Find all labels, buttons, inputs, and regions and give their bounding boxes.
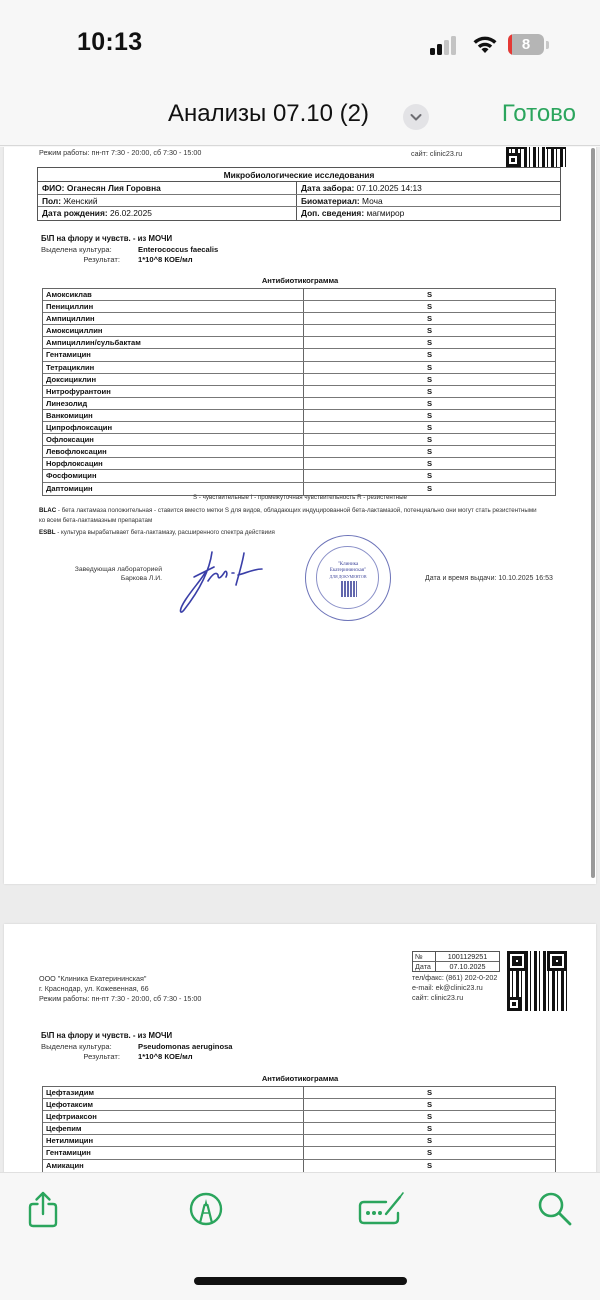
test-title: Б\П на флору и чувств. - из МОЧИ [41,1031,173,1040]
signature-image [172,547,267,617]
search-icon [535,1189,575,1229]
sensitivity-result: S [426,314,433,324]
blac-key: BLAC [39,507,57,514]
antibiotic-name: Амоксиклав [43,289,304,300]
antibiotic-name: Ампициллин [43,313,304,324]
sensitivity-result: S [426,459,433,469]
signature-icon [356,1189,408,1229]
label: Дата рождения: [42,208,108,218]
patient-info-table [37,167,561,221]
sensitivity-result: S [426,471,433,481]
table-row [43,1123,555,1135]
esbl-note [39,528,539,538]
sensitivity-result: S [426,1124,433,1134]
doc-date: 07.10.2025 [449,961,486,971]
issue-date: Дата и время выдачи: 10.10.2025 16:53 [425,575,553,582]
document-number-table [412,951,500,972]
antibiotic-name: Тетрациклин [43,362,304,373]
qr-code [506,147,566,167]
document-viewport[interactable] [0,147,600,1172]
doc-number: 1001129251 [447,952,488,961]
patient-sex: Женский [63,195,98,206]
test-title: Б\П на флору и чувств. - из МОЧИ [41,234,173,243]
qr-code [507,951,567,1011]
antibiogram-table [42,288,556,496]
clinic-name: ООО "Клиника Екатерининская" [39,974,147,983]
antibiogram-title: Антибиотикограмма [261,276,339,285]
test-block [41,1031,233,1063]
culture-label: Выделена культура: [41,244,112,254]
battery-icon [508,34,544,55]
clinic-site: сайт: clinic23.ru [412,993,464,1002]
clinic-contacts [412,973,497,1003]
antibiotic-name: Цефепим [43,1123,304,1134]
antibiotic-name: Цефтазидим [43,1087,304,1098]
doc-number-label: № [413,952,436,961]
blac-text: - бета лактамаза положительная - ставится вместо метки S для видов, обладающих индуцированной бета-лактамазой, потенциально они могут стать резистентными ко всем бета-лактамазным препаратам [39,507,537,524]
vertical-scrollbar[interactable] [591,148,595,878]
stamp-text: "Клиника [337,562,359,567]
markup-pen-icon [186,1189,226,1229]
battery-nub [546,41,549,49]
table-row [43,446,555,458]
antibiotic-name: Доксициклин [43,374,304,385]
work-hours: Режим работы: пн-пт 7:30 - 20:00, сб 7:30 - 15:00 [39,994,202,1003]
sensitivity-result: S [426,362,433,372]
culture-label: Выделена культура: [41,1041,112,1051]
sensitivity-result: S [426,435,433,445]
title-menu-button[interactable] [403,104,429,130]
table-row [43,1087,555,1099]
table-row [43,1160,555,1172]
table-row [43,458,555,470]
table-row [43,386,555,398]
birth-date: 26.02.2025 [109,208,152,218]
sensitivity-result: S [426,1088,433,1097]
clinic-email: e-mail: ek@clinic23.ru [412,983,483,992]
home-indicator[interactable] [194,1277,407,1285]
status-time: 10:13 [77,28,143,56]
table-row [43,1111,555,1123]
lab-head [52,565,162,583]
table-row [43,483,555,495]
sensitivity-result: S [426,398,433,408]
sensitivity-result: S [426,483,433,493]
sensitivity-result: S [426,338,433,348]
work-hours: Режим работы: пн-пт 7:30 - 20:00, сб 7:30 - 15:00 [39,148,202,157]
antibiotic-name: Гентамицин [43,1147,304,1158]
sensitivity-result: S [426,1112,433,1122]
antibiotic-name: Офлоксацин [43,434,304,445]
esbl-text: - культура вырабатывает бета-лактамазу, расширенного спектра действиия [55,529,275,536]
sensitivity-result: S [426,350,433,360]
test-block [41,234,218,266]
sensitivity-result: S [426,410,433,420]
table-row [43,301,555,313]
markup-button[interactable] [186,1189,226,1229]
clinic-stamp [305,535,391,621]
table-row [43,470,555,482]
antibiotic-name: Фосфомицин [43,470,304,481]
clinic-address: г. Краснодар, ул. Кожевенная, 66 [39,984,149,993]
antibiotic-name: Цефтриаксон [43,1111,304,1122]
document-title[interactable]: Анализы 07.10 (2) [168,100,369,127]
table-row [43,325,555,337]
share-button[interactable] [23,1189,63,1229]
biomaterial: Моча [362,195,383,206]
antibiotic-name: Амикацин [43,1160,304,1172]
bottom-toolbar [0,1172,600,1300]
table-row [43,398,555,410]
lab-head-title: Заведующая лабораторией [74,566,162,573]
table-row [43,349,555,361]
info-row [38,182,560,195]
result-label: Результат: [83,255,120,264]
table-row [43,1099,555,1111]
clinic-phone: тел/факс: (861) 202-0-202 [412,973,498,982]
label: Пол: [42,195,62,206]
antibiotic-name: Левофлоксацин [43,446,304,457]
antibiotic-name: Линезолид [43,398,304,409]
collection-date: 07.10.2025 14:13 [356,183,422,193]
sensitivity-result: S [426,1100,433,1110]
culture-value: Pseudomonas aeruginosa [138,1041,233,1051]
antibiotic-name: Ампициллин/сульбактам [43,337,304,348]
esbl-key: ESBL [39,529,56,536]
table-row [43,374,555,386]
result-label: Результат: [83,1052,120,1061]
antibiotic-name: Ципрофлоксацин [43,422,304,433]
table-row [43,434,555,446]
sensitivity-result: S [426,290,433,299]
info-row [38,207,560,220]
sensitivity-result: S [426,1136,433,1146]
result-value: 1*10^8 КОЕ/мл [138,1052,193,1061]
battery-level: 8 [521,36,531,53]
info-table-header: Микробиологические исследования [38,168,560,182]
stamp-text: ДЛЯ ДОКУМЕНТОВ [329,574,367,579]
sensitivity-result: S [426,1148,433,1158]
sensitivity-result: S [426,447,433,457]
antibiotic-name: Амоксициллин [43,325,304,336]
clinic-site: сайт: clinic23.ru [411,149,463,158]
antibiotic-name: Нитрофурантоин [43,386,304,397]
lab-head-name: Баркова Л.И. [120,575,162,582]
antibiotic-name: Нетилмицин [43,1135,304,1146]
table-row [43,1147,555,1159]
stamp-text: Екатерининская" [329,568,367,573]
fill-and-sign-button[interactable] [356,1189,408,1229]
table-row [43,289,555,301]
label: Биоматериал: [301,195,360,206]
table-row [43,1135,555,1147]
patient-name: Оганесян Лия Горовна [66,183,161,193]
label: Дата забора: [301,183,355,193]
sensitivity-result: S [426,423,433,433]
table-row [43,313,555,325]
table-row [43,362,555,374]
table-row [43,422,555,434]
table-row [43,337,555,349]
status-bar [0,0,600,90]
result-value: 1*10^8 КОЕ/мл [138,255,193,264]
culture-value: Enterococcus faecalis [138,244,219,254]
label: ФИО: [42,183,65,193]
antibiotic-name: Ванкомицин [43,410,304,421]
sensitivity-result: S [426,1160,433,1170]
antibiogram-table [42,1086,556,1172]
doc-date-label: Дата [413,962,436,972]
done-button[interactable]: Готово [501,100,576,127]
label: Доп. сведения: [301,208,365,218]
table-row [43,410,555,422]
document-page-1 [4,147,596,884]
blac-note [39,506,539,526]
info-row [38,195,560,208]
search-button[interactable] [535,1189,575,1229]
sensitivity-result: S [426,374,433,384]
antibiotic-name: Пенициллин [43,301,304,312]
antibiotic-name: Гентамицин [43,349,304,360]
antibiogram-title: Антибиотикограмма [261,1074,339,1083]
sensitivity-result: S [426,386,433,396]
sensitivity-result: S [426,302,433,312]
sensitivity-result: S [426,326,433,336]
nav-bar [0,90,600,146]
share-icon [23,1189,63,1229]
antibiotic-name: Цефотаксим [43,1099,304,1110]
chevron-down-icon [403,104,429,130]
clinic-header [39,974,201,1004]
document-page-2 [4,924,596,1172]
antibiotic-name: Норфлоксацин [43,458,304,469]
sensitivity-legend: S - чувствительные I - промежуточная чувствительность R - резистентные [193,494,407,501]
wifi-icon [472,33,498,55]
extra-info: магмирор [366,208,405,218]
cellular-signal-icon [430,35,462,55]
antibiotic-name: Даптомицин [43,483,304,495]
